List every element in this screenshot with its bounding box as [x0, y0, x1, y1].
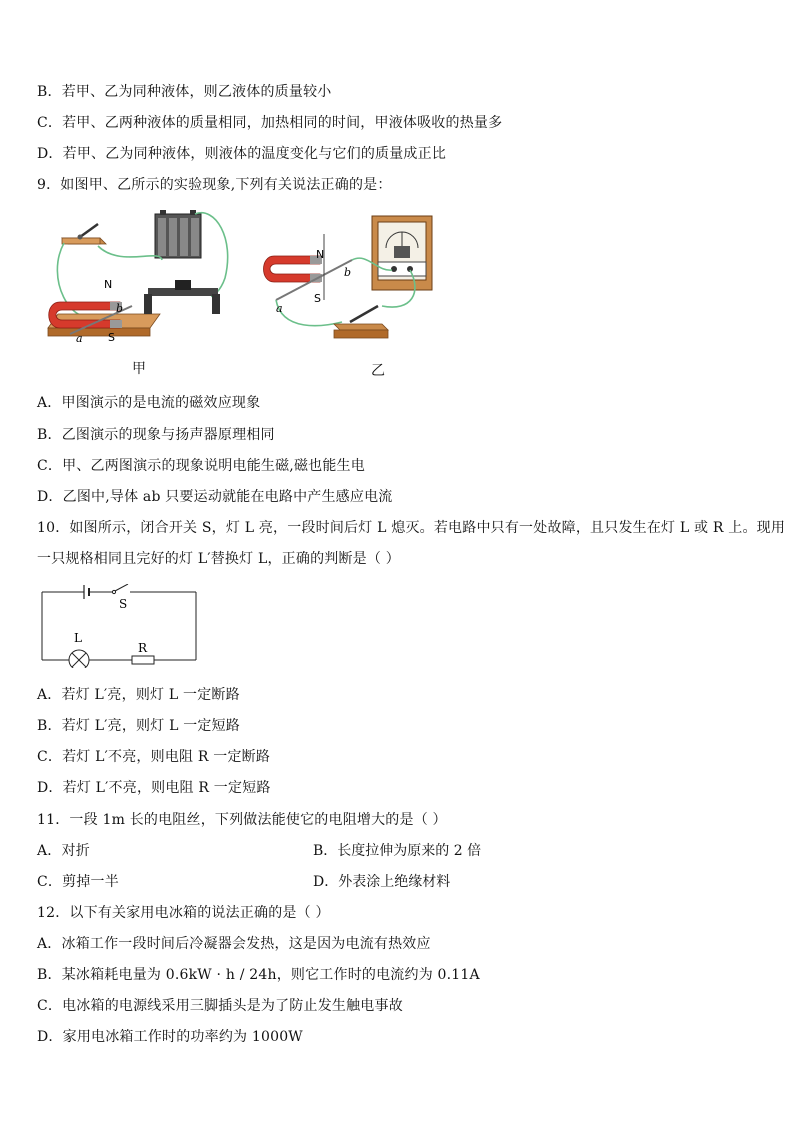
q11-option-d: D．外表涂上绝缘材料 [313, 874, 451, 890]
q12-stem: 12．以下有关家用电冰箱的说法正确的是（ ） [37, 905, 330, 921]
q9-option-a: A．甲图演示的是电流的磁效应现象 [37, 395, 261, 411]
q10-stem-line2: 一只规格相同且完好的灯 L′替换灯 L，正确的判断是（ ） [37, 551, 400, 567]
yi-label-b: b [344, 266, 352, 279]
figure-yi [262, 212, 442, 344]
q12-option-c: C．电冰箱的电源线采用三脚插头是为了防止发生触电事故 [37, 998, 403, 1014]
yi-label-n: N [316, 248, 325, 261]
q9-option-d: D．乙图中,导体 ab 只要运动就能在电路中产生感应电流 [37, 489, 393, 505]
q12-option-b: B．某冰箱耗电量为 0.6kW · h / 24h，则它工作时的电流约为 0.11A [37, 967, 480, 983]
circuit-label-l: L [74, 631, 82, 645]
jia-label-b: b [116, 302, 124, 315]
yi-label-a: a [276, 302, 283, 315]
q12-option-d: D．家用电冰箱工作时的功率约为 1000W [37, 1029, 303, 1045]
figure-yi-caption: 乙 [371, 363, 385, 379]
q9-option-c: C．甲、乙两图演示的现象说明电能生磁,磁也能生电 [37, 458, 365, 474]
circuit-label-s: S [119, 597, 128, 611]
circuit-label-r: R [138, 641, 148, 655]
jia-label-s: S [108, 331, 115, 344]
q11-stem: 11．一段 1m 长的电阻丝，下列做法能使它的电阻增大的是（ ） [37, 812, 447, 828]
q11-option-c: C．剪掉一半 [37, 874, 119, 890]
q10-option-c: C．若灯 L′不亮，则电阻 R 一定断路 [37, 749, 271, 765]
q12-option-a: A．冰箱工作一段时间后冷凝器会发热，这是因为电流有热效应 [37, 936, 431, 952]
q10-option-d: D．若灯 L′不亮，则电阻 R 一定短路 [37, 780, 271, 796]
q10-option-b: B．若灯 L′亮，则灯 L 一定短路 [37, 718, 241, 734]
yi-label-s: S [314, 292, 321, 305]
q9-stem: 9．如图甲、乙所示的实验现象,下列有关说法正确的是： [37, 177, 392, 193]
q11-option-b: B．长度拉伸为原来的 2 倍 [313, 843, 482, 859]
figure-jia [40, 208, 240, 350]
q10-stem-line1: 10．如图所示，闭合开关 S，灯 L 亮，一段时间后灯 L 熄灭。若电路中只有一处故障，且只发生在灯 L 或 R 上。现用 [37, 520, 786, 536]
q10-option-a: A．若灯 L′亮，则灯 L 一定断路 [37, 687, 240, 703]
q8-option-b: B．若甲、乙为同种液体，则乙液体的质量较小 [37, 84, 332, 100]
jia-label-a: a [76, 332, 83, 345]
q10-circuit-diagram [36, 584, 206, 668]
q11-option-a: A．对折 [37, 843, 90, 859]
jia-label-n: N [104, 278, 113, 291]
q8-option-d: D．若甲、乙为同种液体，则液体的温度变化与它们的质量成正比 [37, 146, 447, 162]
q9-option-b: B．乙图演示的现象与扬声器原理相同 [37, 427, 275, 443]
figure-jia-caption: 甲 [132, 361, 146, 377]
q8-option-c: C．若甲、乙两种液体的质量相同，加热相同的时间，甲液体吸收的热量多 [37, 115, 503, 131]
